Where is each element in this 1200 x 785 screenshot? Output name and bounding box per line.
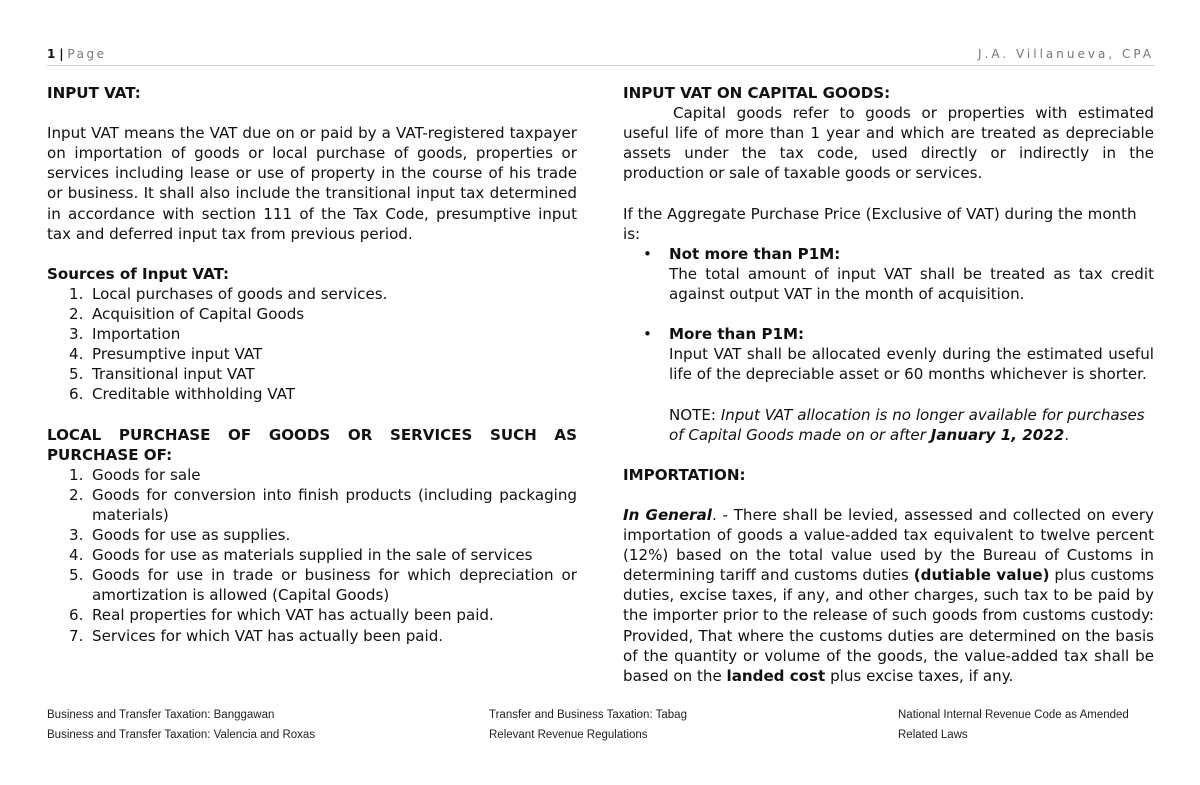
- list-item: 2. Acquisition of Capital Goods: [69, 305, 305, 324]
- list-item: 3. Importation: [69, 325, 181, 344]
- bullet-title: Not more than P1M:: [669, 244, 841, 263]
- list-item: 2. Goods for conversion into finish products (including packaging materials): [69, 485, 577, 524]
- footer-column: [489, 705, 687, 745]
- left-column: [47, 83, 577, 646]
- right-column: [623, 83, 1154, 686]
- list-item: 6. Creditable withholding VAT: [69, 385, 295, 404]
- bullet-not-more-than: • Not more than P1M: The total amount of input VAT shall be treated as tax credit against output VAT in the month of acquisition.: [643, 244, 1154, 303]
- list-item: 5. Goods for use in trade or business for which depreciation or amortization is allowed (Capital Goods): [69, 566, 577, 605]
- list-item: 4. Goods for use as materials supplied in the sale of services: [69, 546, 533, 565]
- local-purchase-list: [47, 465, 577, 646]
- reference-item: Transfer and Business Taxation: Tabag: [489, 709, 687, 721]
- reference-item: Relevant Revenue Regulations: [489, 729, 648, 741]
- aggregate-paragraph: If the Aggregate Purchase Price (Exclusive of VAT) during the month is:: [623, 204, 1137, 243]
- bullet-text: The total amount of input VAT shall be treated as tax credit against output VAT in the month of acquisition.: [669, 264, 1154, 303]
- page-header: [47, 47, 1154, 66]
- footer-column: [47, 705, 315, 745]
- input-vat-paragraph: Input VAT means the VAT due on or paid by a VAT-registered taxpayer on importation of goods or local purchase of goods, properties or services including lease or use of property in the course of his trade or business. It shall also include the transitional input tax determined in accordance with section 111 of the Tax Code, presumptive input tax and deferred input tax from previous period.: [47, 124, 577, 243]
- list-item: 1. Goods for sale: [69, 465, 201, 484]
- reference-item: Business and Transfer Taxation: Valencia and Roxas: [47, 729, 316, 741]
- importation-paragraph: In General. - There shall be levied, assessed and collected on every importation of goods a value-added tax equivalent to twelve percent (12%) based on the total value used by the Bureau of Customs in determining tariff and customs duties (dutiable value) plus customs duties, excise taxes, if any, and other charges, such tax to be paid by the importer prior to the release of such goods from customs custody: Provided, That where the customs duties are determined on the basis of the quantity or volume of the goods, the value-added tax shall be based on the landed cost plus excise taxes, if any.: [623, 505, 1155, 685]
- list-item: 1. Local purchases of goods and services.: [69, 284, 388, 303]
- sources-heading: Sources of Input VAT:: [47, 264, 230, 283]
- local-purchase-heading: LOCAL PURCHASE OF GOODS OR SERVICES SUCH AS PURCHASE OF:: [47, 425, 577, 464]
- author-name: J.A. Villanueva, CPA: [977, 47, 1154, 61]
- footer-column: [898, 705, 1129, 745]
- bullet-text: Input VAT shall be allocated evenly during the estimated useful life of the depreciable asset or 60 months whichever is shorter.: [669, 345, 1154, 384]
- importation-heading: IMPORTATION:: [623, 465, 746, 484]
- list-item: 5. Transitional input VAT: [69, 365, 255, 384]
- input-vat-heading: INPUT VAT:: [47, 84, 141, 102]
- bullet-title: More than P1M:: [669, 325, 805, 344]
- bullet-more-than: • More than P1M: Input VAT shall be allocated evenly during the estimated useful life of the depreciable asset or 60 months whichever is shorter.: [643, 325, 1154, 384]
- list-item: 3. Goods for use as supplies.: [69, 526, 291, 545]
- list-item: 6. Real properties for which VAT has actually been paid.: [69, 606, 494, 625]
- note-paragraph: NOTE: Input VAT allocation is no longer available for purchases of Capital Goods made on or after January 1, 2022.: [669, 405, 1145, 444]
- page-number: 1 | Page: [47, 47, 107, 61]
- reference-item: Related Laws: [898, 729, 968, 741]
- reference-item: Business and Transfer Taxation: Banggawan: [47, 709, 275, 721]
- sources-list: [47, 284, 577, 405]
- capital-goods-paragraph: Capital goods refer to goods or properties with estimated useful life of more than 1 year and which are treated as depreciable assets under the tax code, used directly or indirectly in the production or sale of taxable goods or services.: [623, 104, 1154, 183]
- list-item: 4. Presumptive input VAT: [69, 345, 263, 364]
- list-item: 7. Services for which VAT has actually been paid.: [69, 626, 444, 645]
- capital-goods-heading: INPUT VAT ON CAPITAL GOODS:: [623, 84, 891, 102]
- reference-item: National Internal Revenue Code as Amended: [898, 709, 1129, 721]
